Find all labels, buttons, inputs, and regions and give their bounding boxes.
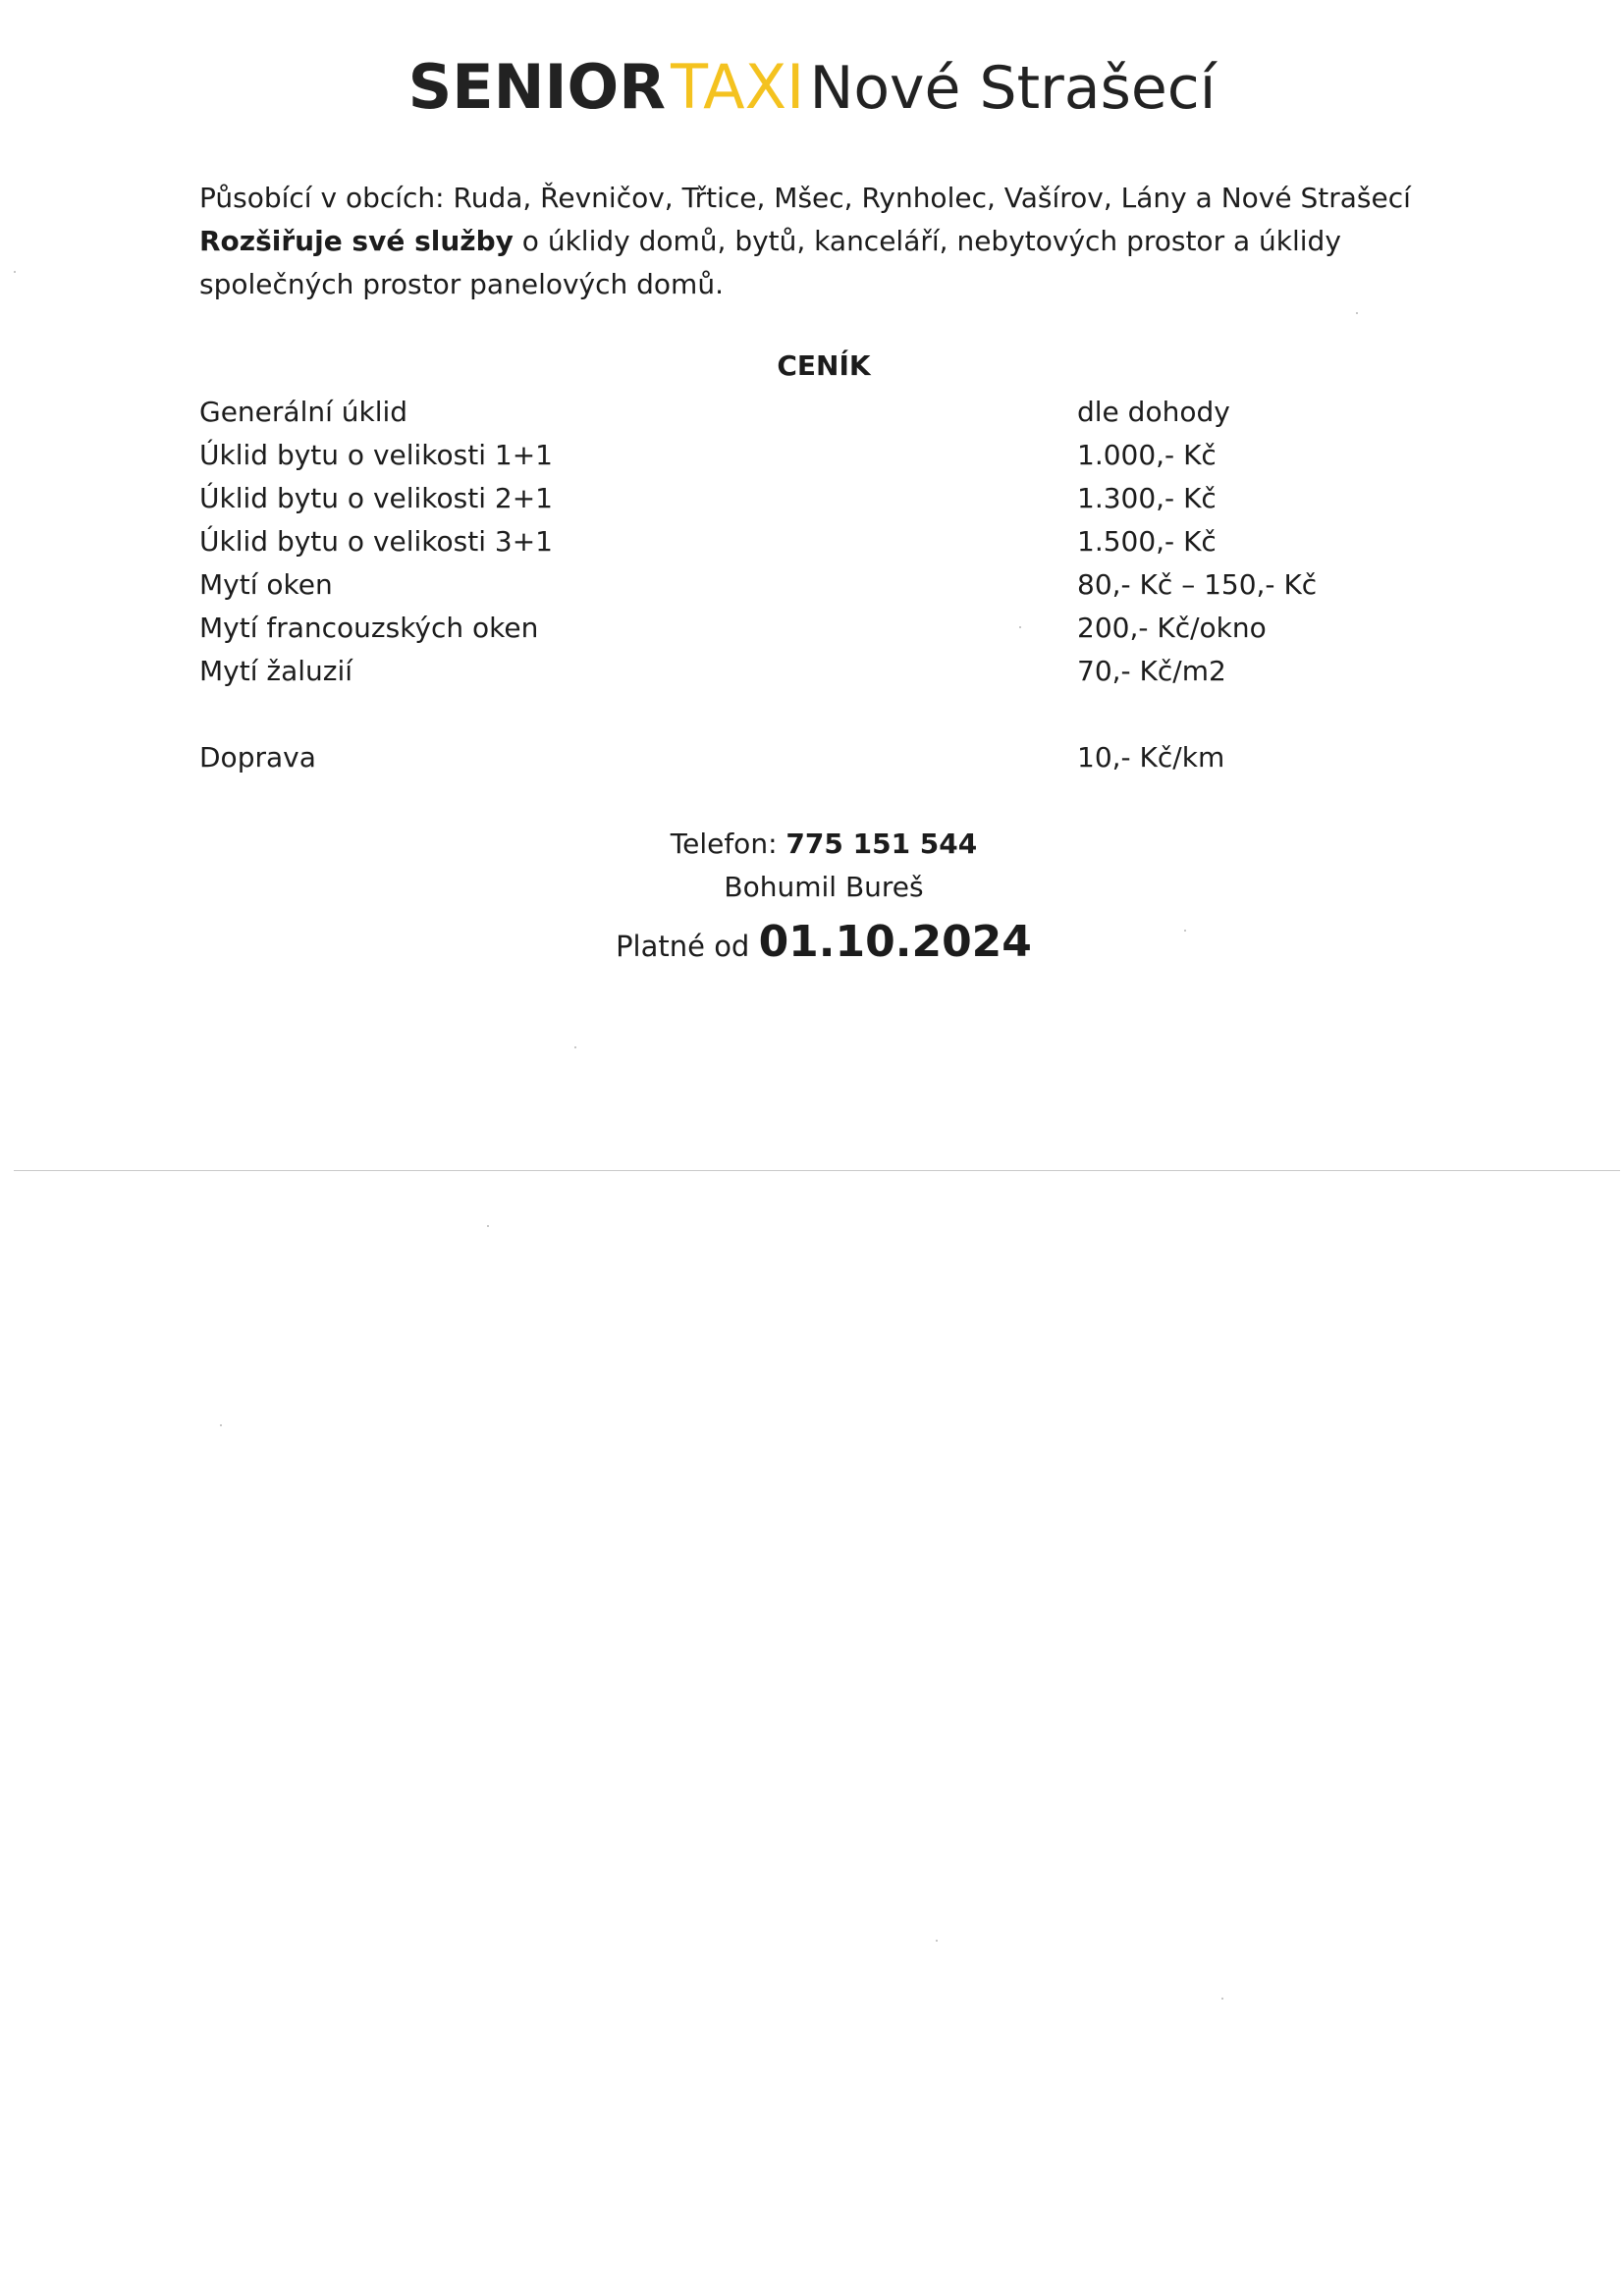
scan-speck [14,271,16,273]
contact-person: Bohumil Bureš [724,871,924,903]
price-row-transport [199,736,1378,779]
scan-speck [487,1225,489,1227]
price-item-name: Generální úklid [199,396,408,428]
title-town: Nové Strašecí [809,54,1217,123]
price-item-price: 80,- Kč – 150,- Kč [1077,568,1318,601]
price-item-name: Úklid bytu o velikosti 2+1 [199,482,553,514]
price-row-french-windows [199,607,1378,650]
scan-speck [220,1424,222,1426]
price-item-name: Úklid bytu o velikosti 1+1 [199,439,553,471]
price-row-general-cleaning [199,391,1378,434]
price-item-name: Mytí oken [199,568,333,601]
price-row-blinds [199,650,1378,693]
phone-label: Telefon: [670,828,786,860]
title-senior: SENIOR [407,51,667,123]
price-item-name: Úklid bytu o velikosti 3+1 [199,525,553,558]
price-list-heading: CENÍK [777,349,871,382]
price-item-price: 1.300,- Kč [1077,482,1217,514]
phone-number: 775 151 544 [785,828,978,860]
transport-name: Doprava [199,741,316,774]
price-list [199,391,1378,779]
phone-line [0,823,1624,866]
price-item-price: 70,- Kč/m2 [1077,655,1226,687]
price-item-price: 200,- Kč/okno [1077,612,1267,644]
price-item-price: dle dohody [1077,396,1230,428]
price-row-flat-2-1 [199,477,1378,520]
price-item-price: 1.500,- Kč [1077,525,1217,558]
services-extension-line [199,220,1466,306]
scan-speck [1356,312,1358,314]
price-item-price: 1.000,- Kč [1077,439,1217,471]
price-item-name: Mytí žaluzií [199,655,353,687]
price-row-flat-1-1 [199,434,1378,477]
transport-price: 10,- Kč/km [1077,741,1225,774]
scan-speck [936,1940,938,1942]
scan-speck [1019,626,1021,628]
valid-from-label: Platné od [616,930,759,963]
price-item-name: Mytí francouzských oken [199,612,539,644]
price-row-window-washing [199,563,1378,607]
intro-paragraph [199,177,1466,306]
page-fold-line [14,1170,1620,1171]
title-taxi: TAXI [671,51,805,123]
document-title [0,51,1624,123]
scan-speck [1221,1998,1223,2000]
scan-speck [574,1046,576,1048]
price-row-flat-3-1 [199,520,1378,563]
service-area-line: Působící v obcích: Ruda, Řevničov, Třtice, Mšec, Rynholec, Vašírov, Lány a Nové Strašecí [199,182,1411,214]
contact-block [0,823,1624,909]
services-extension-bold: Rozšiřuje své služby [199,225,514,257]
valid-from-line [0,917,1624,967]
valid-from-date: 01.10.2024 [758,917,1032,967]
scan-speck [1184,930,1186,932]
services-extension-text: o úklidy domů, bytů, kanceláří, nebytových prostor a úklidy společných prostor panelových domů. [199,225,1341,300]
